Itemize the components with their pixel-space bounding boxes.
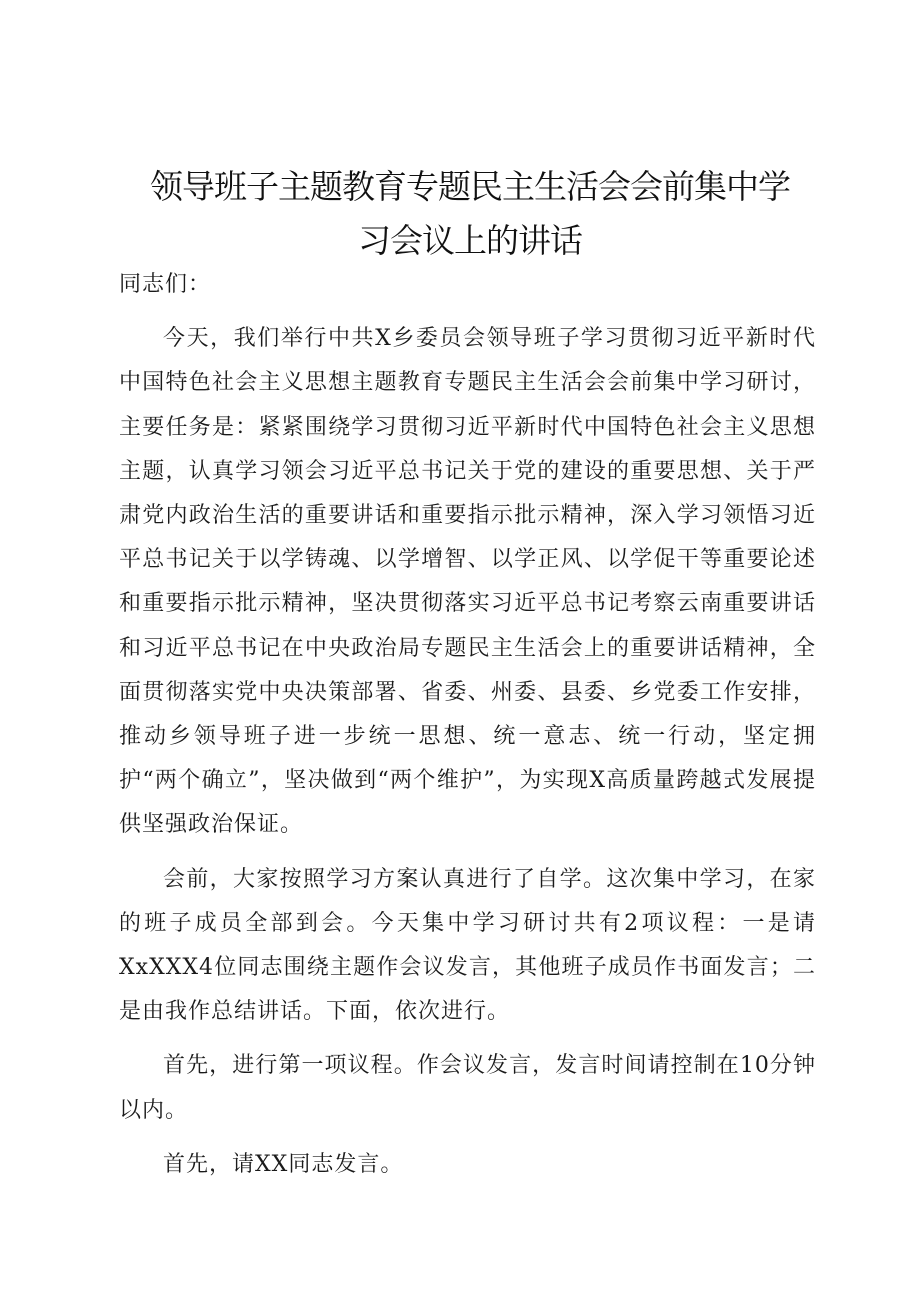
paragraph-opening: 今天，我们举行中共X乡委员会领导班子学习贯彻习近平新时代中国特色社会主义思想主题教育专题民主生活会会前集中学习研讨，主要任务是：紧紧围绕学习贯彻习近平新时代中国特色社会主义思想主题，认真学习领会习近平总书记关于党的建设的重要思想、关于严肃党内政治生活的重要讲话和重要指示批示精神，深入学习领悟习近平总书记关于以学铸魂、以学增智、以学正风、以学促干等重要论述和重要指示批示精神，坚决贯彻落实习近平总书记考察云南重要讲话和习近平总书记在中央政治局专题民主生活会上的重要讲话精神，全面贯彻落实党中央决策部署、省委、州委、县委、乡党委工作安排，推动乡领导班子进一步统一思想、统一意志、统一行动，坚定拥护“两个确立”，坚决做到“两个维护”，为实现X高质量跨越式发展提供坚强政治保证。 — [119, 326, 816, 838]
document-title — [100, 160, 840, 268]
salutation: 同志们： — [119, 272, 212, 297]
paragraph-first-speaker: 首先，请XX同志发言。 — [163, 1151, 404, 1177]
paragraph-first-item: 首先，进行第一项议程。作会议发言，发言时间请控制在10分钟以内。 — [119, 1053, 816, 1123]
document-body — [119, 263, 816, 1187]
title-line-2: 习会议上的讲话 — [358, 221, 582, 260]
paragraph-agenda: 会前，大家按照学习方案认真进行了自学。这次集中学习，在家的班子成员全部到会。今天集中学习研讨共有2项议程：一是请XxXXX4位同志围绕主题作会议发言，其他班子成员作书面发言；二是由我作总结讲话。下面，依次进行。 — [119, 866, 816, 1025]
title-line-1: 领导班子主题教育专题民主生活会会前集中学 — [150, 167, 790, 206]
